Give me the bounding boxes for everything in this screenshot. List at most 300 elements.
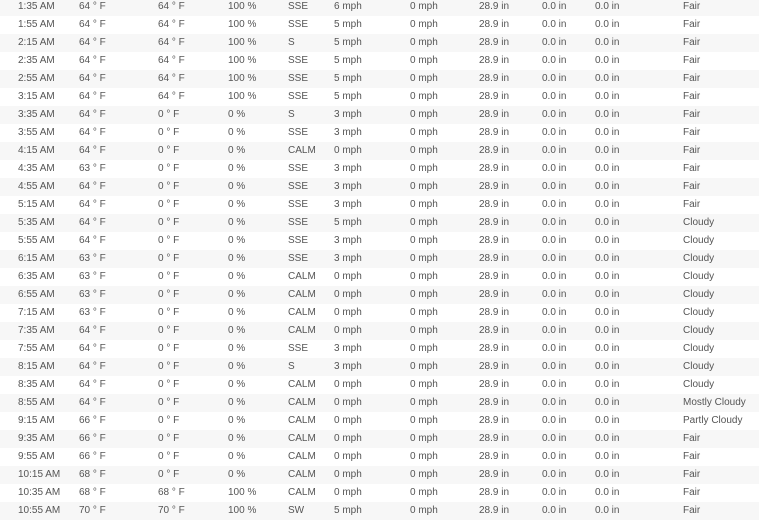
cell-temperature: 64 ° F [79, 394, 158, 412]
cell-precip-rate: 0.0 in [542, 466, 595, 484]
cell-wind-speed: 0 mph [334, 448, 410, 466]
cell-precip-accum: 0.0 in [595, 394, 683, 412]
cell-wind-gust: 0 mph [410, 358, 479, 376]
cell-wind-direction: SSE [288, 340, 334, 358]
cell-precip-rate: 0.0 in [542, 340, 595, 358]
cell-pressure: 28.9 in [479, 340, 542, 358]
cell-dew-point: 0 ° F [158, 160, 228, 178]
cell-pressure: 28.9 in [479, 502, 542, 520]
table-row [0, 358, 759, 376]
cell-humidity: 100 % [228, 88, 288, 106]
cell-precip-rate: 0.0 in [542, 124, 595, 142]
cell-wind-speed: 0 mph [334, 322, 410, 340]
cell-dew-point: 0 ° F [158, 304, 228, 322]
cell-temperature: 63 ° F [79, 268, 158, 286]
cell-time: 3:15 AM [0, 88, 79, 106]
cell-dew-point: 0 ° F [158, 178, 228, 196]
cell-time: 4:35 AM [0, 160, 79, 178]
table-row [0, 106, 759, 124]
cell-wind-gust: 0 mph [410, 70, 479, 88]
cell-time: 10:15 AM [0, 466, 79, 484]
cell-temperature: 68 ° F [79, 484, 158, 502]
cell-precip-accum: 0.0 in [595, 178, 683, 196]
table-row [0, 196, 759, 214]
cell-pressure: 28.9 in [479, 430, 542, 448]
cell-wind-gust: 0 mph [410, 52, 479, 70]
cell-wind-gust: 0 mph [410, 250, 479, 268]
cell-temperature: 64 ° F [79, 124, 158, 142]
cell-wind-gust: 0 mph [410, 286, 479, 304]
cell-time: 3:55 AM [0, 124, 79, 142]
cell-wind-direction: SSE [288, 232, 334, 250]
cell-condition: Fair [683, 106, 759, 124]
cell-wind-speed: 5 mph [334, 214, 410, 232]
cell-dew-point: 0 ° F [158, 358, 228, 376]
cell-precip-accum: 0.0 in [595, 142, 683, 160]
cell-precip-rate: 0.0 in [542, 196, 595, 214]
cell-wind-direction: CALM [288, 376, 334, 394]
cell-time: 2:55 AM [0, 70, 79, 88]
cell-wind-direction: SSE [288, 52, 334, 70]
cell-dew-point: 0 ° F [158, 232, 228, 250]
cell-dew-point: 0 ° F [158, 412, 228, 430]
cell-precip-accum: 0.0 in [595, 214, 683, 232]
cell-dew-point: 0 ° F [158, 394, 228, 412]
cell-temperature: 64 ° F [79, 376, 158, 394]
cell-wind-speed: 0 mph [334, 304, 410, 322]
cell-humidity: 0 % [228, 430, 288, 448]
cell-condition: Cloudy [683, 286, 759, 304]
cell-precip-accum: 0.0 in [595, 34, 683, 52]
cell-wind-speed: 5 mph [334, 34, 410, 52]
cell-condition: Fair [683, 0, 759, 16]
cell-precip-accum: 0.0 in [595, 232, 683, 250]
cell-wind-direction: CALM [288, 286, 334, 304]
cell-humidity: 100 % [228, 0, 288, 16]
cell-wind-speed: 3 mph [334, 124, 410, 142]
cell-wind-speed: 3 mph [334, 178, 410, 196]
cell-dew-point: 64 ° F [158, 52, 228, 70]
cell-precip-rate: 0.0 in [542, 88, 595, 106]
table-row [0, 412, 759, 430]
cell-time: 6:35 AM [0, 268, 79, 286]
cell-humidity: 0 % [228, 466, 288, 484]
cell-humidity: 100 % [228, 16, 288, 34]
cell-dew-point: 0 ° F [158, 448, 228, 466]
cell-dew-point: 0 ° F [158, 466, 228, 484]
cell-dew-point: 0 ° F [158, 340, 228, 358]
cell-dew-point: 0 ° F [158, 142, 228, 160]
cell-wind-direction: S [288, 358, 334, 376]
cell-dew-point: 64 ° F [158, 88, 228, 106]
cell-precip-rate: 0.0 in [542, 502, 595, 520]
cell-wind-direction: CALM [288, 466, 334, 484]
cell-condition: Fair [683, 448, 759, 466]
cell-time: 4:55 AM [0, 178, 79, 196]
table-row [0, 70, 759, 88]
cell-wind-speed: 0 mph [334, 484, 410, 502]
cell-temperature: 64 ° F [79, 340, 158, 358]
cell-wind-gust: 0 mph [410, 394, 479, 412]
cell-humidity: 0 % [228, 412, 288, 430]
cell-wind-gust: 0 mph [410, 178, 479, 196]
cell-wind-gust: 0 mph [410, 232, 479, 250]
cell-pressure: 28.9 in [479, 322, 542, 340]
cell-wind-direction: CALM [288, 448, 334, 466]
cell-wind-direction: SSE [288, 196, 334, 214]
cell-condition: Cloudy [683, 232, 759, 250]
table-row [0, 304, 759, 322]
cell-precip-rate: 0.0 in [542, 448, 595, 466]
cell-temperature: 66 ° F [79, 448, 158, 466]
cell-temperature: 64 ° F [79, 34, 158, 52]
cell-condition: Fair [683, 502, 759, 520]
cell-wind-direction: S [288, 34, 334, 52]
cell-wind-direction: CALM [288, 484, 334, 502]
cell-humidity: 100 % [228, 52, 288, 70]
cell-precip-rate: 0.0 in [542, 178, 595, 196]
cell-wind-speed: 3 mph [334, 250, 410, 268]
cell-wind-speed: 0 mph [334, 376, 410, 394]
cell-time: 9:15 AM [0, 412, 79, 430]
cell-humidity: 0 % [228, 160, 288, 178]
table-row [0, 466, 759, 484]
cell-precip-rate: 0.0 in [542, 34, 595, 52]
cell-condition: Fair [683, 52, 759, 70]
cell-wind-direction: CALM [288, 430, 334, 448]
cell-temperature: 64 ° F [79, 0, 158, 16]
table-row [0, 430, 759, 448]
cell-precip-rate: 0.0 in [542, 160, 595, 178]
cell-dew-point: 64 ° F [158, 70, 228, 88]
cell-time: 8:55 AM [0, 394, 79, 412]
cell-precip-accum: 0.0 in [595, 304, 683, 322]
cell-pressure: 28.9 in [479, 250, 542, 268]
cell-pressure: 28.9 in [479, 70, 542, 88]
cell-wind-direction: SSE [288, 88, 334, 106]
cell-humidity: 0 % [228, 340, 288, 358]
cell-wind-direction: SSE [288, 16, 334, 34]
cell-wind-gust: 0 mph [410, 304, 479, 322]
table-row [0, 448, 759, 466]
cell-wind-speed: 3 mph [334, 106, 410, 124]
cell-precip-accum: 0.0 in [595, 106, 683, 124]
cell-temperature: 68 ° F [79, 466, 158, 484]
cell-time: 7:55 AM [0, 340, 79, 358]
cell-precip-accum: 0.0 in [595, 196, 683, 214]
cell-temperature: 64 ° F [79, 214, 158, 232]
cell-wind-gust: 0 mph [410, 88, 479, 106]
cell-temperature: 64 ° F [79, 196, 158, 214]
cell-wind-gust: 0 mph [410, 466, 479, 484]
table-row [0, 52, 759, 70]
cell-precip-rate: 0.0 in [542, 0, 595, 16]
cell-wind-speed: 0 mph [334, 394, 410, 412]
table-row [0, 340, 759, 358]
cell-pressure: 28.9 in [479, 196, 542, 214]
cell-wind-gust: 0 mph [410, 412, 479, 430]
cell-wind-speed: 0 mph [334, 466, 410, 484]
cell-temperature: 64 ° F [79, 232, 158, 250]
cell-wind-gust: 0 mph [410, 34, 479, 52]
cell-wind-direction: SSE [288, 160, 334, 178]
cell-humidity: 100 % [228, 70, 288, 88]
cell-wind-gust: 0 mph [410, 196, 479, 214]
cell-humidity: 0 % [228, 268, 288, 286]
cell-humidity: 0 % [228, 250, 288, 268]
cell-time: 5:55 AM [0, 232, 79, 250]
cell-humidity: 0 % [228, 322, 288, 340]
cell-humidity: 0 % [228, 196, 288, 214]
cell-wind-direction: SSE [288, 0, 334, 16]
cell-dew-point: 64 ° F [158, 0, 228, 16]
cell-condition: Fair [683, 466, 759, 484]
cell-precip-rate: 0.0 in [542, 52, 595, 70]
cell-dew-point: 0 ° F [158, 214, 228, 232]
cell-dew-point: 0 ° F [158, 196, 228, 214]
cell-condition: Fair [683, 484, 759, 502]
cell-condition: Fair [683, 34, 759, 52]
cell-precip-rate: 0.0 in [542, 358, 595, 376]
cell-pressure: 28.9 in [479, 232, 542, 250]
cell-dew-point: 68 ° F [158, 484, 228, 502]
cell-precip-accum: 0.0 in [595, 250, 683, 268]
cell-humidity: 0 % [228, 448, 288, 466]
cell-precip-accum: 0.0 in [595, 268, 683, 286]
table-row [0, 0, 759, 16]
cell-wind-gust: 0 mph [410, 160, 479, 178]
cell-condition: Fair [683, 16, 759, 34]
cell-wind-direction: CALM [288, 322, 334, 340]
cell-humidity: 0 % [228, 358, 288, 376]
cell-precip-rate: 0.0 in [542, 430, 595, 448]
cell-dew-point: 0 ° F [158, 376, 228, 394]
cell-wind-gust: 0 mph [410, 106, 479, 124]
table-row [0, 178, 759, 196]
cell-condition: Cloudy [683, 340, 759, 358]
cell-pressure: 28.9 in [479, 268, 542, 286]
cell-temperature: 66 ° F [79, 412, 158, 430]
cell-wind-direction: CALM [288, 268, 334, 286]
cell-condition: Mostly Cloudy [683, 394, 759, 412]
table-row [0, 322, 759, 340]
cell-temperature: 63 ° F [79, 160, 158, 178]
cell-time: 10:35 AM [0, 484, 79, 502]
cell-precip-rate: 0.0 in [542, 214, 595, 232]
cell-wind-speed: 3 mph [334, 340, 410, 358]
cell-time: 8:35 AM [0, 376, 79, 394]
cell-wind-direction: SW [288, 502, 334, 520]
cell-precip-accum: 0.0 in [595, 358, 683, 376]
cell-precip-accum: 0.0 in [595, 286, 683, 304]
cell-pressure: 28.9 in [479, 376, 542, 394]
cell-dew-point: 0 ° F [158, 430, 228, 448]
cell-wind-direction: CALM [288, 412, 334, 430]
cell-wind-gust: 0 mph [410, 502, 479, 520]
cell-dew-point: 0 ° F [158, 124, 228, 142]
cell-wind-gust: 0 mph [410, 430, 479, 448]
cell-wind-gust: 0 mph [410, 268, 479, 286]
cell-wind-speed: 3 mph [334, 196, 410, 214]
cell-precip-accum: 0.0 in [595, 124, 683, 142]
table-row [0, 394, 759, 412]
cell-temperature: 64 ° F [79, 16, 158, 34]
cell-temperature: 64 ° F [79, 88, 158, 106]
cell-time: 1:35 AM [0, 0, 79, 16]
cell-precip-rate: 0.0 in [542, 70, 595, 88]
cell-pressure: 28.9 in [479, 466, 542, 484]
cell-temperature: 64 ° F [79, 52, 158, 70]
cell-condition: Fair [683, 124, 759, 142]
cell-pressure: 28.9 in [479, 52, 542, 70]
cell-precip-rate: 0.0 in [542, 322, 595, 340]
cell-pressure: 28.9 in [479, 34, 542, 52]
cell-wind-speed: 0 mph [334, 142, 410, 160]
cell-time: 9:55 AM [0, 448, 79, 466]
cell-precip-accum: 0.0 in [595, 340, 683, 358]
cell-time: 1:55 AM [0, 16, 79, 34]
cell-temperature: 64 ° F [79, 70, 158, 88]
cell-condition: Cloudy [683, 376, 759, 394]
cell-condition: Cloudy [683, 322, 759, 340]
cell-pressure: 28.9 in [479, 16, 542, 34]
cell-dew-point: 0 ° F [158, 250, 228, 268]
cell-pressure: 28.9 in [479, 394, 542, 412]
cell-wind-gust: 0 mph [410, 484, 479, 502]
cell-time: 5:15 AM [0, 196, 79, 214]
cell-wind-direction: CALM [288, 394, 334, 412]
cell-pressure: 28.9 in [479, 214, 542, 232]
table-row [0, 214, 759, 232]
cell-precip-accum: 0.0 in [595, 0, 683, 16]
table-row [0, 16, 759, 34]
cell-wind-speed: 0 mph [334, 412, 410, 430]
cell-pressure: 28.9 in [479, 358, 542, 376]
cell-dew-point: 0 ° F [158, 286, 228, 304]
table-row [0, 376, 759, 394]
cell-wind-speed: 0 mph [334, 430, 410, 448]
cell-wind-speed: 3 mph [334, 358, 410, 376]
cell-pressure: 28.9 in [479, 484, 542, 502]
cell-wind-direction: S [288, 106, 334, 124]
cell-humidity: 100 % [228, 484, 288, 502]
cell-pressure: 28.9 in [479, 124, 542, 142]
cell-condition: Fair [683, 70, 759, 88]
cell-wind-direction: SSE [288, 214, 334, 232]
cell-temperature: 64 ° F [79, 322, 158, 340]
cell-precip-accum: 0.0 in [595, 466, 683, 484]
cell-precip-rate: 0.0 in [542, 304, 595, 322]
cell-precip-accum: 0.0 in [595, 412, 683, 430]
cell-time: 6:55 AM [0, 286, 79, 304]
cell-temperature: 64 ° F [79, 106, 158, 124]
cell-time: 3:35 AM [0, 106, 79, 124]
cell-humidity: 0 % [228, 232, 288, 250]
cell-precip-accum: 0.0 in [595, 430, 683, 448]
table-row [0, 268, 759, 286]
cell-condition: Fair [683, 142, 759, 160]
cell-wind-speed: 5 mph [334, 70, 410, 88]
cell-time: 10:55 AM [0, 502, 79, 520]
cell-precip-accum: 0.0 in [595, 52, 683, 70]
cell-time: 4:15 AM [0, 142, 79, 160]
table-row [0, 34, 759, 52]
cell-time: 2:35 AM [0, 52, 79, 70]
cell-wind-gust: 0 mph [410, 214, 479, 232]
cell-condition: Cloudy [683, 304, 759, 322]
cell-condition: Cloudy [683, 214, 759, 232]
cell-condition: Fair [683, 430, 759, 448]
cell-condition: Partly Cloudy [683, 412, 759, 430]
cell-condition: Cloudy [683, 250, 759, 268]
cell-pressure: 28.9 in [479, 88, 542, 106]
cell-condition: Fair [683, 88, 759, 106]
cell-temperature: 64 ° F [79, 358, 158, 376]
cell-wind-gust: 0 mph [410, 448, 479, 466]
cell-temperature: 63 ° F [79, 286, 158, 304]
cell-precip-accum: 0.0 in [595, 160, 683, 178]
cell-wind-gust: 0 mph [410, 322, 479, 340]
cell-precip-accum: 0.0 in [595, 16, 683, 34]
cell-temperature: 64 ° F [79, 178, 158, 196]
cell-time: 7:35 AM [0, 322, 79, 340]
cell-dew-point: 64 ° F [158, 16, 228, 34]
cell-precip-accum: 0.0 in [595, 484, 683, 502]
cell-humidity: 0 % [228, 376, 288, 394]
cell-wind-gust: 0 mph [410, 124, 479, 142]
cell-time: 7:15 AM [0, 304, 79, 322]
cell-precip-accum: 0.0 in [595, 448, 683, 466]
cell-time: 8:15 AM [0, 358, 79, 376]
cell-pressure: 28.9 in [479, 142, 542, 160]
cell-pressure: 28.9 in [479, 178, 542, 196]
cell-humidity: 0 % [228, 304, 288, 322]
cell-condition: Fair [683, 196, 759, 214]
cell-precip-accum: 0.0 in [595, 88, 683, 106]
cell-precip-accum: 0.0 in [595, 70, 683, 88]
cell-precip-rate: 0.0 in [542, 376, 595, 394]
cell-time: 6:15 AM [0, 250, 79, 268]
cell-dew-point: 64 ° F [158, 34, 228, 52]
cell-wind-gust: 0 mph [410, 376, 479, 394]
cell-wind-direction: CALM [288, 304, 334, 322]
cell-time: 5:35 AM [0, 214, 79, 232]
table-row [0, 232, 759, 250]
cell-time: 2:15 AM [0, 34, 79, 52]
table-row [0, 160, 759, 178]
cell-precip-rate: 0.0 in [542, 106, 595, 124]
cell-wind-speed: 0 mph [334, 268, 410, 286]
cell-precip-rate: 0.0 in [542, 484, 595, 502]
cell-humidity: 0 % [228, 394, 288, 412]
cell-wind-direction: SSE [288, 250, 334, 268]
cell-temperature: 63 ° F [79, 250, 158, 268]
cell-temperature: 64 ° F [79, 142, 158, 160]
table-row [0, 502, 759, 520]
cell-condition: Fair [683, 178, 759, 196]
cell-pressure: 28.9 in [479, 304, 542, 322]
cell-humidity: 0 % [228, 286, 288, 304]
cell-humidity: 0 % [228, 178, 288, 196]
cell-wind-direction: SSE [288, 178, 334, 196]
cell-humidity: 0 % [228, 106, 288, 124]
cell-wind-gust: 0 mph [410, 142, 479, 160]
cell-pressure: 28.9 in [479, 412, 542, 430]
cell-wind-gust: 0 mph [410, 16, 479, 34]
cell-precip-rate: 0.0 in [542, 16, 595, 34]
table-row [0, 142, 759, 160]
table-row [0, 286, 759, 304]
